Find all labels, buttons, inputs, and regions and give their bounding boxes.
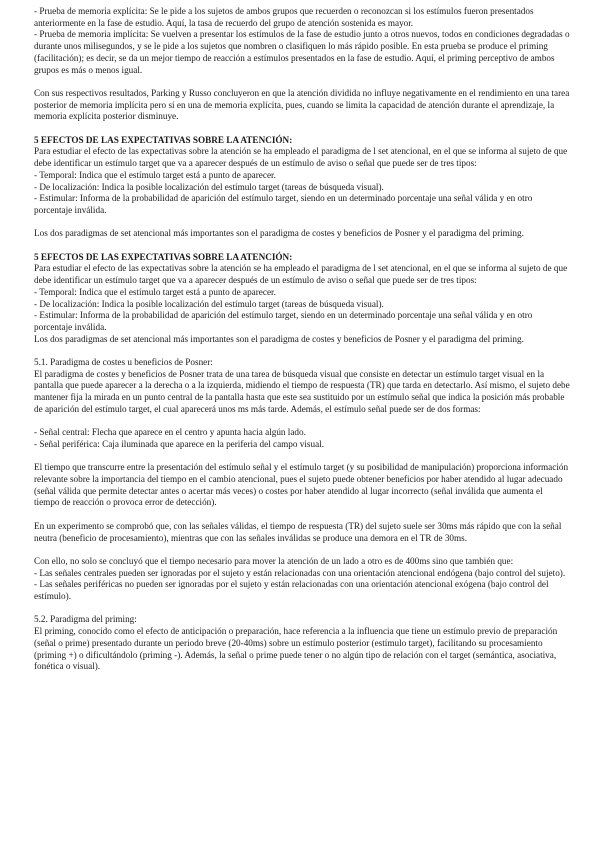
list-item: - Las señales centrales pueden ser ignoradas por el sujeto y están relacionadas con una orientación atencional endógena (bajo control del sujeto). xyxy=(34,567,566,578)
list-item: - Las señales periféricas no pueden ser ignoradas por el sujeto y están relacionadas con una orientación atencional exógena (bajo control del estímulo). xyxy=(34,579,549,602)
posner-paragraph: El paradigma de costes y beneficios de Posner trata de una tarea de búsqueda visual que consiste en detectar un estímulo target visual en la pantalla que puede aparecer a la derecha o a la izquierda, midiendo el tiempo de respuesta (TR) que tarda en detectarlo. Así mismo, el sujeto debe mantener fija la mirada en un punto central de la pantalla hasta que este sea sustituido por un estímulo señal que indica la posición más probable de aparición del estímulo target, el cual aparecerá unos ms más tarde. Además, el estímulo señal puede ser de dos formas: xyxy=(34,368,570,414)
experiment-paragraph: En un experimento se comprobó que, con las señales válidas, el tiempo de respuesta (TR) del sujeto suele ser 30ms más rápido que con la señal neutra (beneficio de procesamiento), mientras que con las señales inválidas se produce una demora en el TR de 30ms. xyxy=(34,520,562,543)
section-closing: Los dos paradigmas de set atencional más importantes son el paradigma de costes y beneficios de Posner y el paradigma del priming. xyxy=(34,228,524,239)
explicit-memory-test: - Prueba de memoria explícita: Se le pide a los sujetos de ambos grupos que recuerden o reconozcan si los estímulos fueron presentados anteriormente en la fase de estudio. Aquí, la tasa de recuerdo del grupo de atención sostenida es mayor. xyxy=(34,6,534,28)
priming-paragraph: El priming, conocido como el efecto de anticipación o preparación, hace referencia a la influencia que tiene un estímulo previo de preparación (señal o prime) presentado durante un periodo breve (20-40ms) sobre un estímulo posterior (estímulo target), facilitando su procesamiento (priming +) o dificultándolo (priming -). Además, la señal o prime puede tener o no algún tipo de relación con el target (semántica, asociativa, fonética o visual). xyxy=(34,626,558,672)
implicit-memory-test: - Prueba de memoria implícita: Se vuelven a presentar los estímulos de la fase de estudio junto a otros nuevos, todos en condiciones degradadas o durante unos milisegundos, y se le pide a los sujetos que nombren o clasifiquen lo más rápido posible. En esta prueba se produce el priming (facilitación); es decir, se da un mejor tiempo de reacción a estímulos presentados en la fase de estudio. Aquí, el priming perceptivo de ambos grupos es más o menos igual. xyxy=(34,29,570,75)
list-item: - Estimular: Informa de la probabilidad de aparición del estímulo target, siendo en un determinado porcentaje una señal válida y en otro porcentaje inválida. xyxy=(34,193,533,215)
document-page xyxy=(34,6,570,673)
list-item: - Señal central: Flecha que aparece en el centro y apunta hacia algún lado. xyxy=(34,427,306,438)
subsection-heading-priming: 5.2. Paradigma del priming: xyxy=(34,614,137,625)
subsection-heading-posner: 5.1. Paradigma de costes u beneficios de Posner: xyxy=(34,357,213,368)
conclusion-paragraph: Con sus respectivos resultados, Parking y Russo concluyeron en que la atención dividida no influye negativamente en el rendimiento en una tarea posterior de memoria implícita pero sí en una de memoria explícita, pues, cuando se limita la capacidad de atención durante el aprendizaje, la memoria explícita posterior disminuye. xyxy=(34,87,570,122)
list-item: - Estimular: Informa de la probabilidad de aparición del estímulo target, siendo en un determinado porcentaje una señal válida y en otro porcentaje inválida. xyxy=(34,310,533,332)
section-intro: Para estudiar el efecto de las expectativas sobre la atención se ha empleado el paradigma de l set atencional, en el que se informa al sujeto de que debe identificar un estímulo target que va a aparecer después de un estímulo de aviso o señal que puede ser de tres tipos: xyxy=(34,146,568,169)
list-item: Los dos paradigmas de set atencional más importantes son el paradigma de costes y beneficios de Posner y el paradigma del priming. xyxy=(34,333,524,344)
list-item: - De localización: Indica la posible localización del estímulo target (tareas de búsqueda visual). xyxy=(34,298,384,309)
conclusion-intro: Con ello, no solo se concluyó que el tiempo necesario para mover la atención de un lado a otro es de 400ms sino que también que: xyxy=(34,555,514,566)
list-item: - Temporal: Indica que el estímulo target está a punto de aparecer. xyxy=(34,169,276,180)
section-heading-repeat: 5 EFECTOS DE LAS EXPECTATIVAS SOBRE LA ATENCIÓN: xyxy=(34,251,293,262)
timing-paragraph: El tiempo que transcurre entre la presentación del estímulo señal y el estímulo target (y su posibilidad de manipulación) proporciona información relevante sobre la importancia del tiempo en el cambio atencional, pues el sujeto puede obtener beneficios por haber atendido al lugar adecuado (señal válida que permite detectar antes o acertar más veces) o costes por haber atendido al lugar incorrecto (señal inválida que aumenta el tiempo de reacción o provoca error de detección). xyxy=(34,462,569,508)
section-heading: 5 EFECTOS DE LAS EXPECTATIVAS SOBRE LA ATENCIÓN: xyxy=(34,134,293,145)
list-item: - Temporal: Indica que el estímulo target está a punto de aparecer. xyxy=(34,286,276,297)
list-item: - De localización: Indica la posible localización del estímulo target (tareas de búsqueda visual). xyxy=(34,181,384,192)
section-intro-repeat: Para estudiar el efecto de las expectativas sobre la atención se ha empleado el paradigma de l set atencional, en el que se informa al sujeto de que debe identificar un estímulo target que va a aparecer después de un estímulo de aviso o señal que puede ser de tres tipos: xyxy=(34,263,568,286)
list-item: - Señal periférica: Caja iluminada que aparece en la periferia del campo visual. xyxy=(34,438,325,449)
